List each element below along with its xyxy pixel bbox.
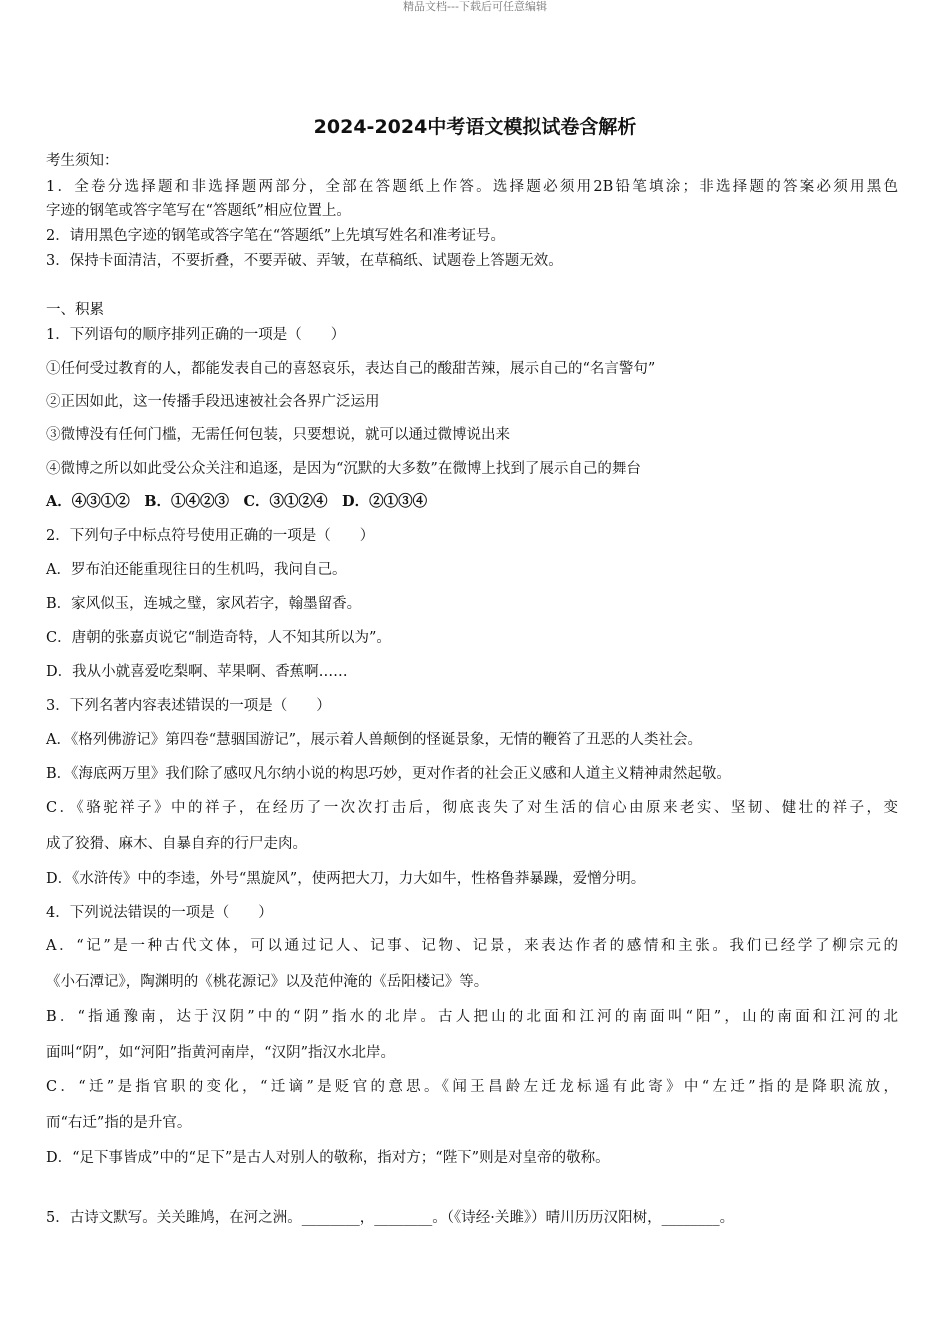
question-4-option-b-line-2: 面叫“阴”，如“河阳”指黄河南岸，“汉阴”指汉水北岸。 xyxy=(46,1045,395,1061)
page-title: 2024-2024中考语文模拟试卷含解析 xyxy=(313,116,637,138)
question-3-option-a: A．《格列佛游记》第四卷“慧骃国游记”，展示着人兽颠倒的怪诞景象，无情的鞭笞了丑恶的人类社会。 xyxy=(46,732,703,748)
question-1-sentence-3: ③微博没有任何门槛，无需任何包装，只要想说，就可以通过微博说出来 xyxy=(46,427,510,443)
question-4-stem: 4．下列说法错误的一项是（ ） xyxy=(46,905,273,921)
section-heading: 一、积累 xyxy=(46,302,104,318)
question-4-option-a-line-2: 《小石潭记》，陶渊明的《桃花源记》以及范仲淹的《岳阳楼记》等。 xyxy=(46,974,489,990)
question-4-option-c-line-1: C．“迁”是指官职的变化，“迁谪”是贬官的意思。《闻王昌龄左迁龙标遥有此寄》中“左迁”指的是降职流放， xyxy=(46,1079,898,1095)
question-2-option-d: D．我从小就喜爱吃梨啊、苹果啊、香蕉啊…… xyxy=(46,664,348,680)
question-1-sentence-4: ④微博之所以如此受公众关注和追逐，是因为“沉默的大多数”在微博上找到了展示自己的舞台 xyxy=(46,461,641,477)
question-5-stem: 5．古诗文默写。关关雎鸠，在河之洲。________，________。（《诗经·关雎》）晴川历历汉阳树，________。 xyxy=(46,1210,735,1226)
question-3-option-c-line-2: 成了狡猾、麻木、自暴自弃的行尸走肉。 xyxy=(46,836,307,852)
question-2-option-c: C．唐朝的张嘉贞说它“制造奇特，人不知其所以为”。 xyxy=(46,630,391,646)
question-4-option-a-line-1: A．“记”是一种古代文体，可以通过记人、记事、记物、记景，来表达作者的感情和主张。我们已经学了柳宗元的 xyxy=(46,938,898,954)
question-4-option-b-line-1: B．“指通豫南，达于汉阴”中的“阴”指水的北岸。古人把山的北面和江河的南面叫“阳”，山的南面和江河的北 xyxy=(46,1009,898,1025)
notice-heading: 考生须知： xyxy=(46,153,119,169)
question-2-stem: 2．下列句子中标点符号使用正确的一项是（ ） xyxy=(46,528,375,544)
question-4-option-d: D．“足下事皆成”中的“足下”是古人对别人的敬称，指对方；“陛下”则是对皇帝的敬称。 xyxy=(46,1150,610,1166)
question-3-stem: 3．下列名著内容表述错误的一项是（ ） xyxy=(46,698,331,714)
question-4-option-c-line-2: 而“右迁”指的是升官。 xyxy=(46,1115,192,1131)
question-1-sentence-1: ①任何受过教育的人，都能发表自己的喜怒哀乐，表达自己的酸甜苦辣，展示自己的“名言警句” xyxy=(46,361,656,377)
question-3-option-b: B．《海底两万里》我们除了感叹凡尔纳小说的构思巧妙，更对作者的社会正义感和人道主义精神肃然起敬。 xyxy=(46,766,731,782)
question-2-option-b: B．家风似玉，连城之璧，家风若字，翰墨留香。 xyxy=(46,596,362,612)
notice-item-1-line-2: 字迹的钢笔或答字笔写在“答题纸”相应位置上。 xyxy=(46,203,351,219)
question-1-options: A．④③①② B．①④②③ C．③①②④ D．②①③④ xyxy=(46,493,428,510)
question-3-option-c-line-1: C．《骆驼祥子》中的祥子，在经历了一次次打击后，彻底丧失了对生活的信心由原来老实、坚韧、健壮的祥子，变 xyxy=(46,800,898,816)
question-1-sentence-2: ②正因如此，这一传播手段迅速被社会各界广泛运用 xyxy=(46,394,380,410)
notice-item-2: 2．请用黑色字迹的钢笔或答字笔在“答题纸”上先填写姓名和准考证号。 xyxy=(46,228,506,244)
question-1-stem: 1．下列语句的顺序排列正确的一项是（ ） xyxy=(46,327,346,343)
notice-item-1-line-1: 1．全卷分选择题和非选择题两部分，全部在答题纸上作答。选择题必须用2B铅笔填涂；非选择题的答案必须用黑色 xyxy=(46,179,898,195)
header-watermark: 精品文档---下载后可任意编辑 xyxy=(403,0,547,13)
question-3-option-d: D．《水浒传》中的李逵，外号“黑旋风”，使两把大刀，力大如牛，性格鲁莽暴躁，爱憎分明。 xyxy=(46,871,646,887)
question-2-option-a: A．罗布泊还能重现往日的生机吗，我问自己。 xyxy=(46,562,347,578)
notice-item-3: 3．保持卡面清洁，不要折叠，不要弄破、弄皱，在草稿纸、试题卷上答题无效。 xyxy=(46,253,563,269)
